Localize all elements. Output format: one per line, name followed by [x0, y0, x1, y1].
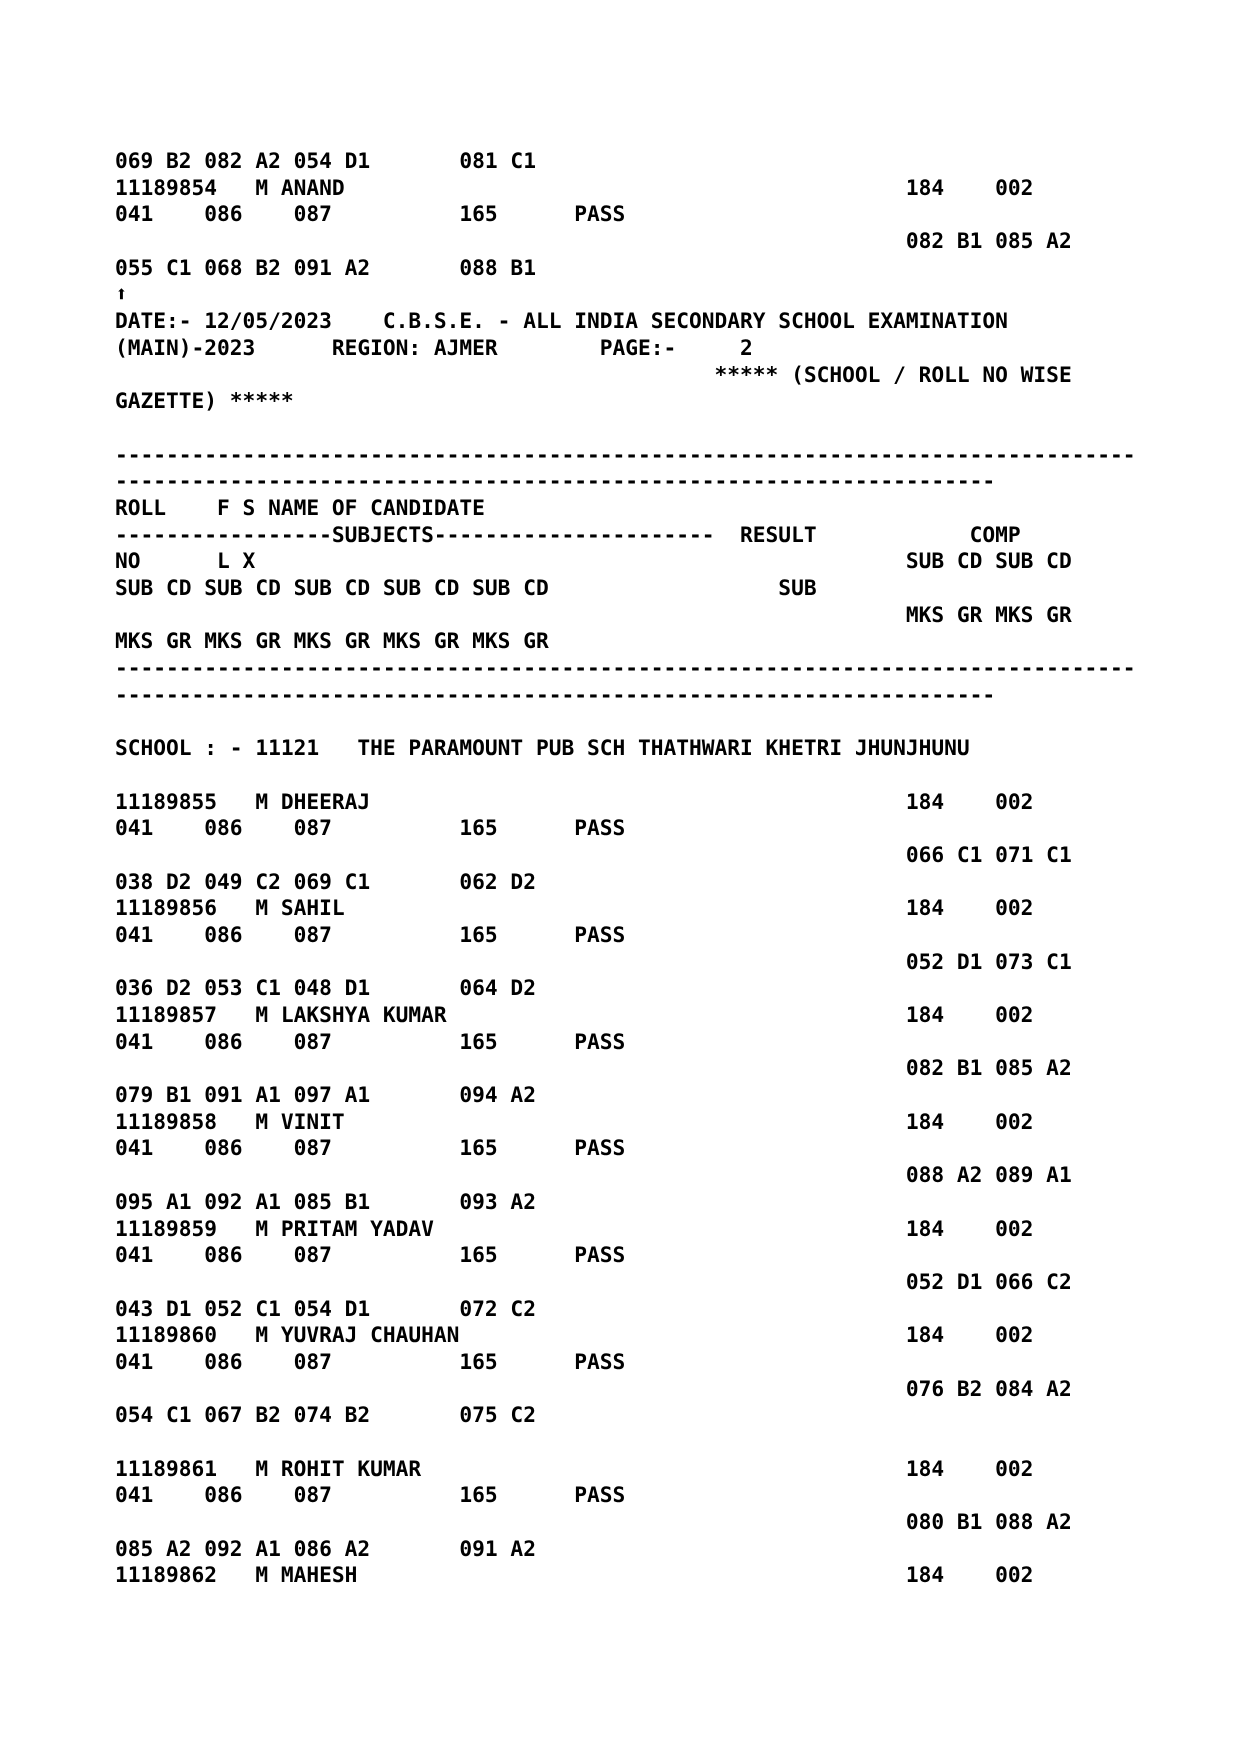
table-header-no-lx-subcd: NO L X SUB CD SUB CD	[115, 548, 1072, 574]
comp-marks-line: 052 D1 073 C1	[115, 948, 1072, 974]
table-header-mksgr-comp: MKS GR MKS GR	[115, 601, 1072, 627]
up-arrow-icon: ⬆	[115, 281, 128, 307]
blank-line	[115, 1429, 1135, 1456]
subject-codes-result-line: 041 086 087 165 PASS	[115, 201, 626, 227]
table-header-mksgr: MKS GR MKS GR MKS GR MKS GR MKS GR	[115, 628, 549, 654]
comp-marks-line: 080 B1 088 A2	[115, 1509, 1072, 1535]
report-title-line: DATE:- 12/05/2023 C.B.S.E. - ALL INDIA SECONDARY SCHOOL EXAMINATION	[115, 308, 1008, 334]
subject-codes-result-line: 041 086 087 165 PASS	[115, 1028, 626, 1054]
marks-grades-line: 043 D1 052 C1 054 D1 072 C2	[115, 1295, 536, 1321]
marks-grades-line: 069 B2 082 A2 054 D1 081 C1	[115, 148, 536, 173]
separator-line: --------------------------------------------------------------------------------	[115, 441, 1136, 467]
comp-marks-line: 076 B2 084 A2	[115, 1375, 1072, 1401]
comp-marks-line: 088 A2 089 A1	[115, 1162, 1072, 1188]
subject-codes-result-line: 041 086 087 165 PASS	[115, 815, 626, 841]
subject-codes-result-line: 041 086 087 165 PASS	[115, 1482, 626, 1508]
gazette-heading-line-2: GAZETTE) *****	[115, 388, 294, 414]
marks-grades-line: 054 C1 067 B2 074 B2 075 C2	[115, 1402, 536, 1428]
subject-codes-result-line: 041 086 087 165 PASS	[115, 1242, 626, 1268]
gazette-text-block	[115, 148, 1135, 1589]
comp-marks-line: 066 C1 071 C1	[115, 841, 1072, 867]
candidate-row: 11189861 M ROHIT KUMAR 184 002	[115, 1455, 1034, 1481]
separator-line: --------------------------------------------------------------------------------	[115, 655, 1136, 681]
table-header-roll-name: ROLL F S NAME OF CANDIDATE	[115, 494, 485, 520]
candidate-row: 11189862 M MAHESH 184 002	[115, 1562, 1034, 1588]
candidate-row: 11189855 M DHEERAJ 184 002	[115, 788, 1034, 814]
marks-grades-line: 036 D2 053 C1 048 D1 064 D2	[115, 975, 536, 1001]
blank-line	[115, 415, 1135, 442]
comp-marks-line: 082 B1 085 A2	[115, 228, 1072, 254]
comp-marks-line: 082 B1 085 A2	[115, 1055, 1072, 1081]
subject-codes-result-line: 041 086 087 165 PASS	[115, 921, 626, 947]
candidate-row: 11189854 M ANAND 184 002	[115, 174, 1034, 200]
candidate-row: 11189858 M VINIT 184 002	[115, 1108, 1034, 1134]
gazette-heading-line-1: ***** (SCHOOL / ROLL NO WISE	[115, 361, 1072, 387]
marks-grades-line: 095 A1 092 A1 085 B1 093 A2	[115, 1188, 536, 1214]
table-header-subcd-sub: SUB CD SUB CD SUB CD SUB CD SUB CD SUB	[115, 575, 817, 600]
marks-grades-line: 079 B1 091 A1 097 A1 094 A2	[115, 1082, 536, 1108]
school-header-line: SCHOOL : - 11121 THE PARAMOUNT PUB SCH THATHWARI KHETRI JHUNJHUNU	[115, 735, 970, 761]
separator-line: ---------------------------------------------------------------------	[115, 468, 996, 494]
table-header-subjects-result-comp: -----------------SUBJECTS---------------------- RESULT COMP	[115, 521, 1021, 547]
blank-line	[115, 708, 1135, 735]
candidate-row: 11189857 M LAKSHYA KUMAR 184 002	[115, 1002, 1034, 1027]
subject-codes-result-line: 041 086 087 165 PASS	[115, 1348, 626, 1374]
separator-line: ---------------------------------------------------------------------	[115, 681, 996, 707]
subject-codes-result-line: 041 086 087 165 PASS	[115, 1135, 626, 1161]
candidate-row: 11189856 M SAHIL 184 002	[115, 895, 1034, 921]
marks-grades-line: 038 D2 049 C2 069 C1 062 D2	[115, 868, 536, 894]
marks-grades-line: 055 C1 068 B2 091 A2 088 B1	[115, 254, 536, 280]
candidate-row: 11189859 M PRITAM YADAV 184 002	[115, 1215, 1034, 1241]
region-page-line: (MAIN)-2023 REGION: AJMER PAGE:- 2	[115, 334, 753, 360]
marks-grades-line: 085 A2 092 A1 086 A2 091 A2	[115, 1535, 536, 1561]
comp-marks-line: 052 D1 066 C2	[115, 1268, 1072, 1294]
candidate-row: 11189860 M YUVRAJ CHAUHAN 184 002	[115, 1322, 1034, 1348]
blank-line	[115, 762, 1135, 789]
